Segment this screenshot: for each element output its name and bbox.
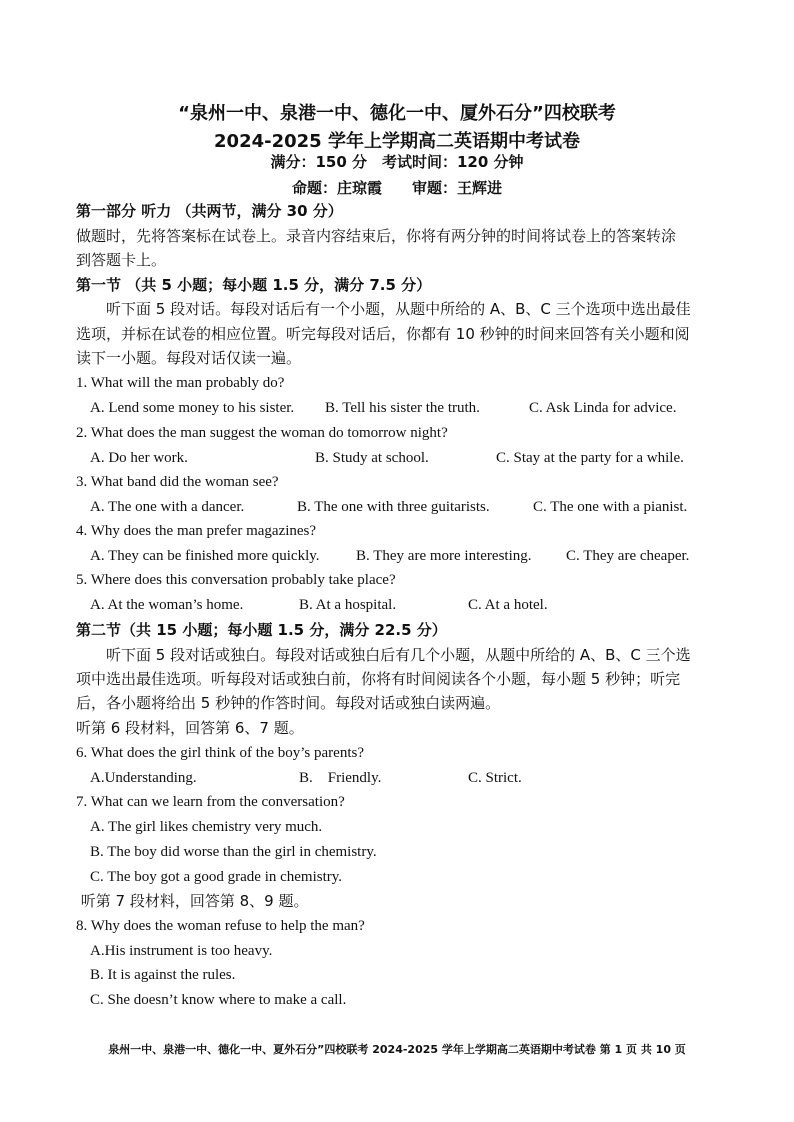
option-a: A.Understanding. xyxy=(90,770,197,786)
option-b: B. At a hospital. xyxy=(299,597,397,613)
section1-instr-line1: 听下面 5 段对话。每段对话后有一个小题，从题中所给的 A、B、C 三个选项中选出最佳 xyxy=(76,300,691,318)
option-a: A. Lend some money to his sister. xyxy=(90,400,295,416)
option-c: C. Ask Linda for advice. xyxy=(529,400,677,416)
option-b: B. Friendly. xyxy=(299,770,382,786)
part1-intro-line1: 做题时，先将答案标在试卷上。录音内容结束后，你将有两分钟的时间将试卷上的答案转涂 xyxy=(76,227,677,245)
authors-line: 命题：庄琼霞 审题：王辉进 xyxy=(291,179,502,197)
option-b: B. It is against the rules. xyxy=(90,967,236,983)
option-a: A. They can be finished more quickly. xyxy=(90,548,320,564)
option-b: B. The boy did worse than the girl in chemistry. xyxy=(90,844,377,860)
section2-heading: 第二节（共 15 小题；每小题 1.5 分，满分 22.5 分） xyxy=(76,621,447,639)
question-stem: 8. Why does the woman refuse to help the man? xyxy=(76,918,365,934)
question-stem: 5. Where does this conversation probably take place? xyxy=(76,572,396,588)
exam-title-line1: “泉州一中、泉港一中、德化一中、厦外石分”四校联考 xyxy=(178,103,616,124)
exam-title-line2: 2024-2025 学年上学期高二英语期中考试卷 xyxy=(214,131,580,152)
option-a: A. Do her work. xyxy=(90,450,188,466)
question-stem: 1. What will the man probably do? xyxy=(76,375,285,391)
part1-intro-line2: 到答题卡上。 xyxy=(76,251,167,269)
option-a: A. The one with a dancer. xyxy=(90,499,245,515)
material-7-note: 听第 7 段材料，回答第 8、9 题。 xyxy=(76,892,309,910)
material-6-note: 听第 6 段材料，回答第 6、7 题。 xyxy=(76,719,304,737)
section1-instr-line2: 选项，并标在试卷的相应位置。听完每段对话后，你都有 10 秒钟的时间来回答有关小题和阅 xyxy=(76,325,690,343)
question-stem: 7. What can we learn from the conversation? xyxy=(76,794,345,810)
question-stem: 6. What does the girl think of the boy’s parents? xyxy=(76,745,364,761)
page-footer: 泉州一中、泉港一中、德化一中、夏外石分”四校联考 2024-2025 学年上学期高二英语期中考试卷 第 1 页 共 10 页 xyxy=(108,1043,686,1056)
section1-instr-line3: 读下一小题。每段对话仅读一遍。 xyxy=(76,349,302,367)
option-b: B. Study at school. xyxy=(315,450,429,466)
question-stem: 2. What does the man suggest the woman do tomorrow night? xyxy=(76,425,448,441)
section1-heading: 第一节 （共 5 小题；每小题 1.5 分，满分 7.5 分） xyxy=(76,276,432,294)
option-b: B. Tell his sister the truth. xyxy=(325,400,480,416)
part1-heading: 第一部分 听力 （共两节，满分 30 分） xyxy=(76,202,343,220)
option-c: C. She doesn’t know where to make a call. xyxy=(90,992,347,1008)
option-c: C. Stay at the party for a while. xyxy=(496,450,684,466)
option-c: C. At a hotel. xyxy=(468,597,548,613)
option-c: C. The one with a pianist. xyxy=(533,499,688,515)
option-c: C. Strict. xyxy=(468,770,522,786)
option-b: B. The one with three guitarists. xyxy=(297,499,490,515)
section2-instr-line1: 听下面 5 段对话或独白。每段对话或独白后有几个小题，从题中所给的 A、B、C 三个选 xyxy=(76,646,691,664)
question-stem: 3. What band did the woman see? xyxy=(76,474,279,490)
option-a: A. At the woman’s home. xyxy=(90,597,244,613)
option-c: C. They are cheaper. xyxy=(566,548,690,564)
section2-instr-line2: 项中选出最佳选项。听每段对话或独白前，你将有时间阅读各个小题，每小题 5 秒钟；听完 xyxy=(76,670,681,688)
option-a: A.His instrument is too heavy. xyxy=(90,943,273,959)
option-a: A. The girl likes chemistry very much. xyxy=(90,819,323,835)
option-b: B. They are more interesting. xyxy=(356,548,532,564)
section2-instr-line3: 后，各小题将给出 5 秒钟的作答时间。每段对话或独白读两遍。 xyxy=(76,694,501,712)
option-c: C. The boy got a good grade in chemistry. xyxy=(90,869,343,885)
question-stem: 4. Why does the man prefer magazines? xyxy=(76,523,317,539)
score-time-line: 满分：150 分 考试时间：120 分钟 xyxy=(270,153,524,171)
